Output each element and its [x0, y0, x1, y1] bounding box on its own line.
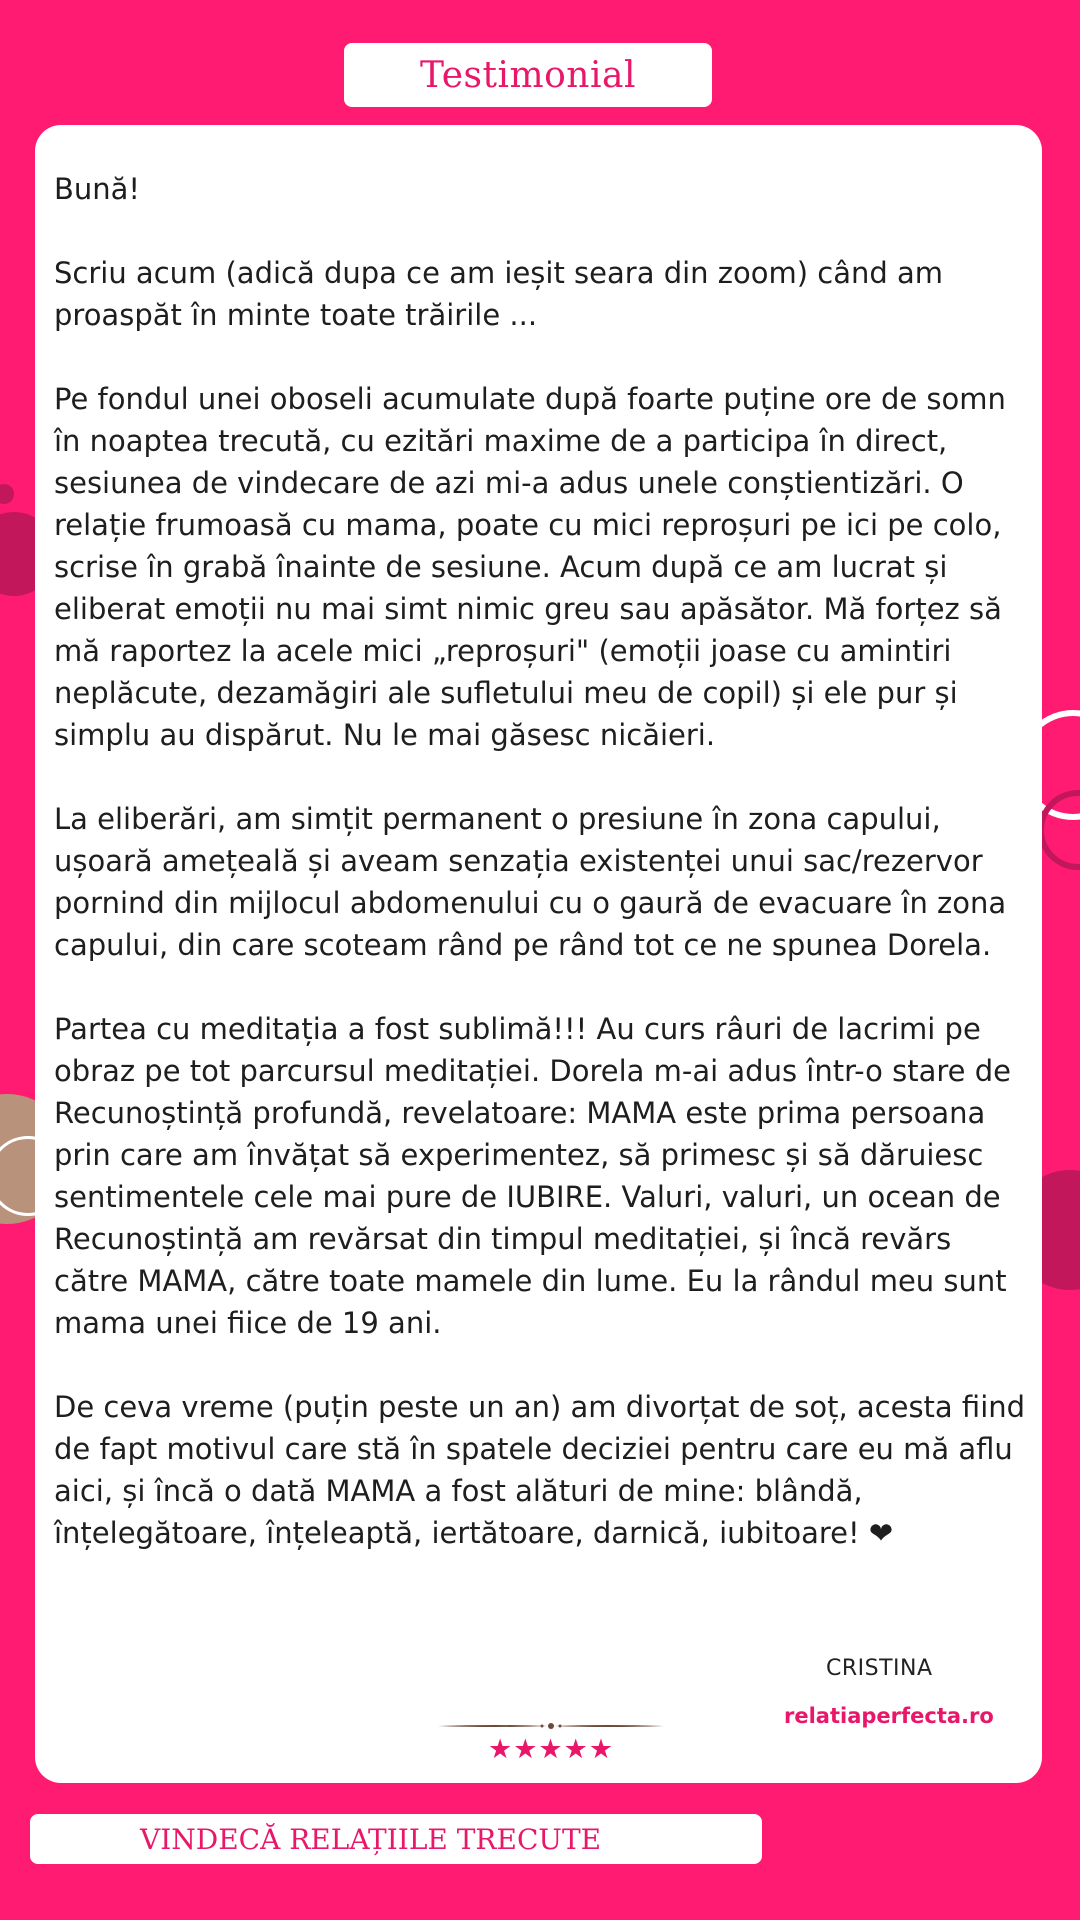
greeting-paragraph: Bună! — [54, 172, 141, 206]
page-title: Testimonial — [420, 54, 636, 96]
testimonial-paragraph: La eliberări, am simțit permanent o presiune în zona capului, ușoară amețeală și aveam senzația existenței unui sac/rezervor pornind din mijlocul abdomenului cu o gaură de evacuare în zona capului, din care scoteam rând pe rând tot ce ne spunea Dorela. — [54, 802, 1007, 962]
testimonial-paragraph: Scriu acum (adică dupa ce am ieșit seara din zoom) când am proaspăt în minte toate trăirile ... — [54, 256, 943, 332]
cta-banner[interactable] — [30, 1814, 762, 1864]
title-badge — [344, 43, 712, 107]
author-name: CRISTINA — [826, 1656, 933, 1681]
decorative-dot — [0, 484, 14, 504]
cta-label: VINDECĂ RELAȚIILE TRECUTE — [140, 1822, 602, 1856]
rating-stars: ★★★★★ — [488, 1734, 615, 1765]
testimonial-paragraph: Partea cu meditația a fost sublimă!!! Au curs râuri de lacrimi pe obraz pe tot parcursul meditației. Dorela m-ai adus într-o stare de Recunoștință profundă, revelatoare: MAMA este prima persoana prin care am învățat să experimentez, să primesc și să dăruiesc sentimentele cele mai pure de IUBIRE. Valuri, valuri, un ocean de Recunoștință am revărsat din timpul meditației, și încă revărs către MAMA, către toate mamele din lume. Eu la rândul meu sunt mama unei fiice de 19 ani. — [54, 1012, 1011, 1340]
ornamental-divider — [436, 1718, 666, 1734]
testimonial-paragraph: Pe fondul unei oboseli acumulate după foarte puține ore de somn în noaptea trecută, cu ezitări maxime de a participa în direct, sesiunea de vindecare de azi mi-a adus unele conștientizări. O relație frumoasă cu mama, poate cu mici reproșuri pe ici pe colo, scrise în grabă înainte de sesiune. Acum după ce am lucrat și eliberat emoții nu mai simt nimic greu sau apăsător. Mă forțez să mă raportez la acele mici „reproșuri" (emoții joase cu amintiri neplăcute, dezamăgiri ale sufletului meu de copil) și ele pur și simplu au dispărut. Nu le mai găsesc nicăieri. — [54, 382, 1006, 752]
brand-link[interactable]: relatiaperfecta.ro — [784, 1704, 994, 1728]
testimonial-text — [54, 168, 1029, 1554]
testimonial-paragraph: De ceva vreme (puțin peste un an) am divorțat de soț, acesta fiind de fapt motivul care stă în spatele deciziei pentru care eu mă aflu aici, și încă o dată MAMA a fost alături de mine: blândă, înțelegătoare, înțeleaptă, iertătoare, darnică, iubitoare! ❤ — [54, 1390, 1026, 1550]
